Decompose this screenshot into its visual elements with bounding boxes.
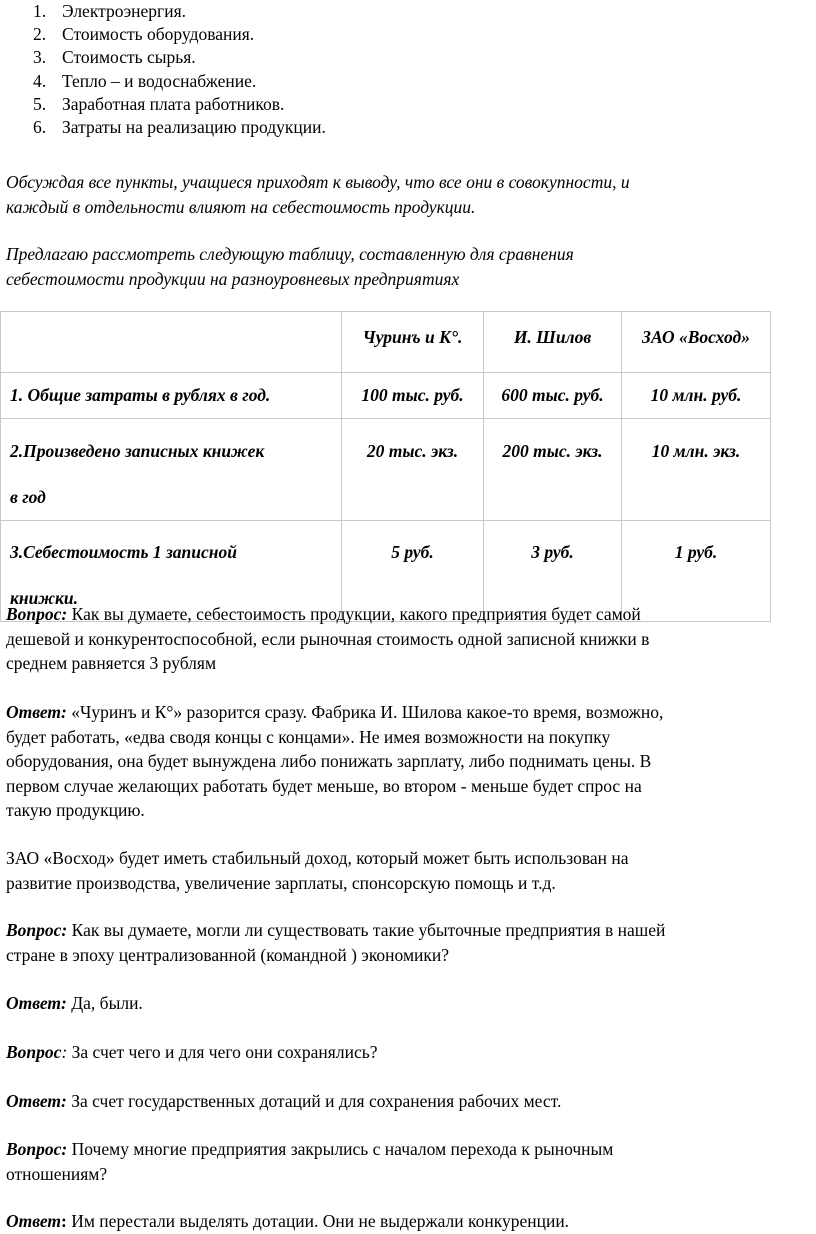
list-item: 3. Стоимость сырья. bbox=[33, 47, 196, 68]
table-cell: 5 руб. bbox=[342, 521, 484, 622]
table-cell: 100 тыс. руб. bbox=[342, 373, 484, 419]
question-label: Вопрос: bbox=[6, 920, 68, 940]
table-cell: 10 млн. руб. bbox=[622, 373, 771, 419]
cost-factors-list bbox=[33, 0, 326, 139]
table-row-label: 3.Себестоимость 1 записной книжки. bbox=[1, 521, 342, 622]
table-cell: 600 тыс. руб. bbox=[484, 373, 622, 419]
answer-3: Ответ: За счет государственных дотаций и для сохранения рабочих мест. bbox=[6, 1091, 562, 1111]
table-cell: 3 руб. bbox=[484, 521, 622, 622]
zao-paragraph: ЗАО «Восход» будет иметь стабильный доход, который может быть использован на развитие производства, увеличение зарплаты, спонсорскую помощь и т.д. bbox=[6, 848, 629, 893]
list-item: 4. Тепло – и водоснабжение. bbox=[33, 70, 257, 91]
table-cell: 20 тыс. экз. bbox=[342, 419, 484, 521]
answer-4: Ответ: Им перестали выделять дотации. Они не выдержали конкуренции. bbox=[6, 1211, 570, 1231]
question-label: Вопрос bbox=[6, 1042, 62, 1062]
list-item: 2. Стоимость оборудования. bbox=[33, 24, 255, 45]
table-row bbox=[1, 419, 771, 521]
table-row-label: 1. Общие затраты в рублях в год. bbox=[1, 373, 342, 419]
table-row bbox=[1, 373, 771, 419]
question-label: Вопрос: bbox=[6, 1139, 68, 1159]
table-cell: 200 тыс. экз. bbox=[484, 419, 622, 521]
table-header-cell: ЗАО «Восход» bbox=[622, 312, 771, 373]
cost-comparison-table bbox=[0, 311, 771, 622]
table-cell: 1 руб. bbox=[622, 521, 771, 622]
answer-label: Ответ bbox=[6, 1211, 62, 1231]
table-header-cell bbox=[1, 312, 342, 373]
table-header-row bbox=[1, 312, 771, 373]
list-item: 6. Затраты на реализацию продукции. bbox=[33, 117, 326, 138]
question-4: Вопрос: Почему многие предприятия закрылись с началом перехода к рыночным отношениям? bbox=[6, 1139, 614, 1184]
answer-label: Ответ: bbox=[6, 993, 67, 1013]
answer-1: Ответ: «Чуринъ и К°» разорится сразу. Фабрика И. Шилова какое-то время, возможно, будет работать, «едва сводя концы с концами». Не имея возможности на покупку оборудования, она будет вынуждена либо понижать зарплату, либо поднимать цены. В первом случае желающих работать будет меньше, во втором - меньше будет спрос на такую продукцию. bbox=[6, 702, 664, 820]
list-item: 1. Электроэнергия. bbox=[33, 1, 187, 21]
answer-label: Ответ: bbox=[6, 1091, 67, 1111]
question-2: Вопрос: Как вы думаете, могли ли существовать такие убыточные предприятия в нашей стране в эпоху централизованной (командной ) экономики? bbox=[6, 920, 666, 965]
answer-label: Ответ: bbox=[6, 702, 67, 722]
list-item: 5. Заработная плата работников. bbox=[33, 93, 285, 114]
discussion-paragraph: Обсуждая все пункты, учащиеся приходят к выводу, что все они в совокупности, и каждый в отдельности влияют на себестоимость продукции. bbox=[6, 172, 630, 217]
table-header-cell: И. Шилов bbox=[484, 312, 622, 373]
question-3: Вопрос: За счет чего и для чего они сохранялись? bbox=[6, 1042, 378, 1062]
table-header-cell: Чуринъ и К°. bbox=[342, 312, 484, 373]
question-label: Вопрос: bbox=[6, 604, 68, 624]
table-row-label: 2.Произведено записных книжек в год bbox=[1, 419, 342, 521]
table-cell: 10 млн. экз. bbox=[622, 419, 771, 521]
question-1: Вопрос: Как вы думаете, себестоимость продукции, какого предприятия будет самой дешевой и конкурентоспособной, если рыночная стоимость одной записной книжки в среднем равняется 3 рублям bbox=[6, 604, 650, 673]
answer-2: Ответ: Да, были. bbox=[6, 993, 143, 1013]
proposal-paragraph: Предлагаю рассмотреть следующую таблицу, составленную для сравнения себестоимости продукции на разноуровневых предприятиях bbox=[6, 244, 574, 289]
